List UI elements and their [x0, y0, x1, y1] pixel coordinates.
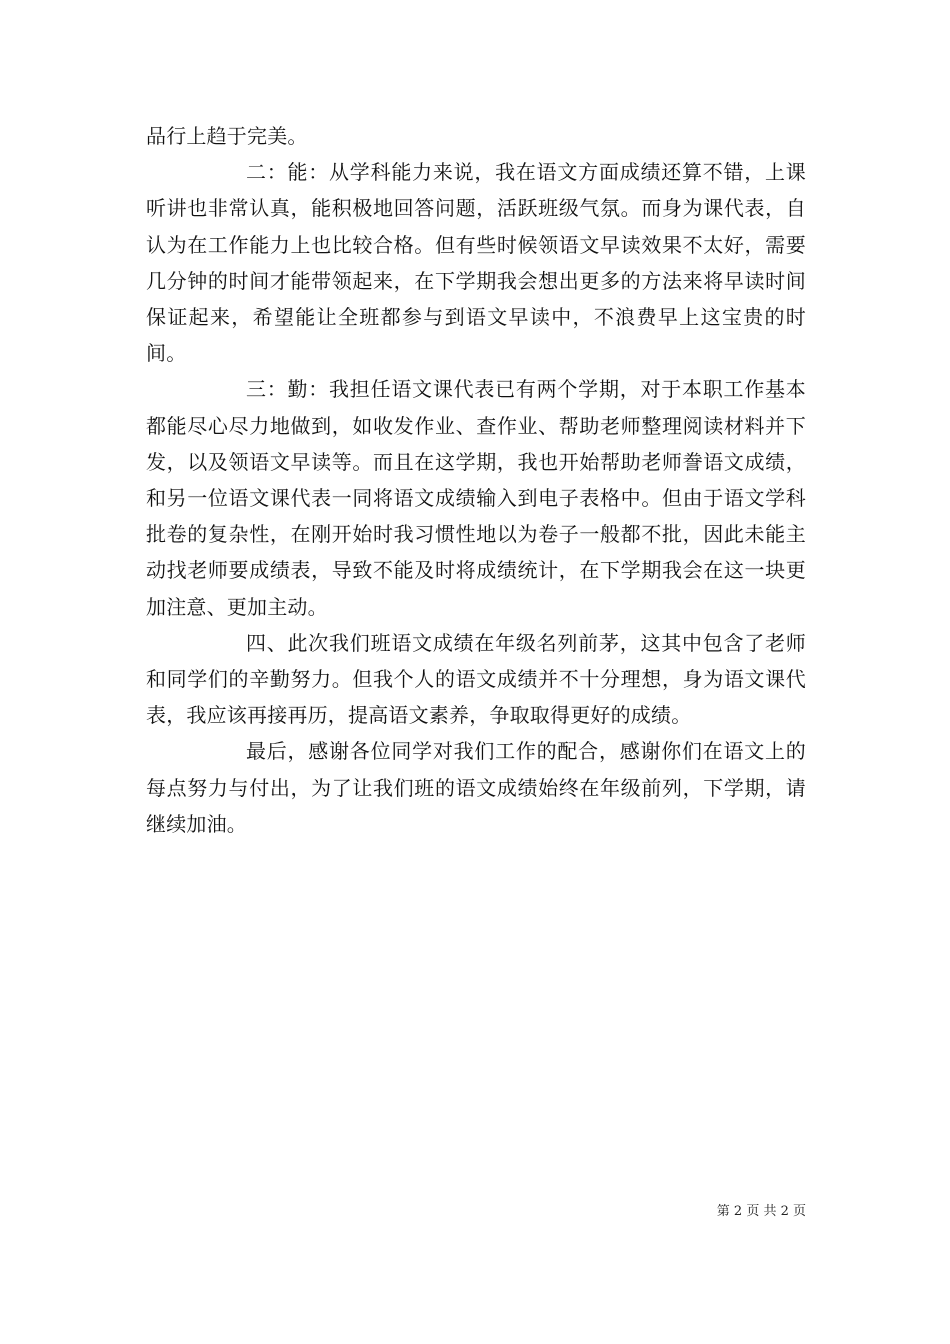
paragraph-ability: 二：能：从学科能力来说，我在语文方面成绩还算不错，上课听讲也非常认真，能积极地回答问题，活跃班级气氛。而身为课代表，自认为在工作能力上也比较合格。但有些时候领语文早读效果不太好，需要几分钟的时间才能带领起来，在下学期我会想出更多的方法来将早读时间保证起来，希望能让全班都参与到语文早读中，不浪费早上这宝贵的时间。 — [146, 160, 806, 366]
paragraph-results: 四、此次我们班语文成绩在年级名列前茅，这其中包含了老师和同学们的辛勤努力。但我个人的语文成绩并不十分理想，身为语文课代表，我应该再接再历，提高语文素养，争取取得更好的成绩。 — [146, 630, 806, 728]
paragraph-closing: 最后，感谢各位同学对我们工作的配合，感谢你们在语文上的每点努力与付出，为了让我们班的语文成绩始终在年级前列，下学期，请继续加油。 — [146, 739, 806, 836]
paragraph-continuation: 品行上趋于完美。 — [146, 124, 308, 148]
document-body — [146, 118, 806, 842]
page-number-footer: 第 2 页 共 2 页 — [716, 1204, 806, 1219]
paragraph-diligence: 三：勤：我担任语文课代表已有两个学期，对于本职工作基本都能尽心尽力地做到，如收发作业、查作业、帮助老师整理阅读材料并下发，以及领语文早读等。而且在这学期，我也开始帮助老师誊语文成绩，和另一位语文课代表一同将语文成绩输入到电子表格中。但由于语文学科批卷的复杂性，在刚开始时我习惯性地以为卷子一般都不批，因此未能主动找老师要成绩表，导致不能及时将成绩统计，在下学期我会在这一块更加注意、更加主动。 — [146, 377, 806, 619]
